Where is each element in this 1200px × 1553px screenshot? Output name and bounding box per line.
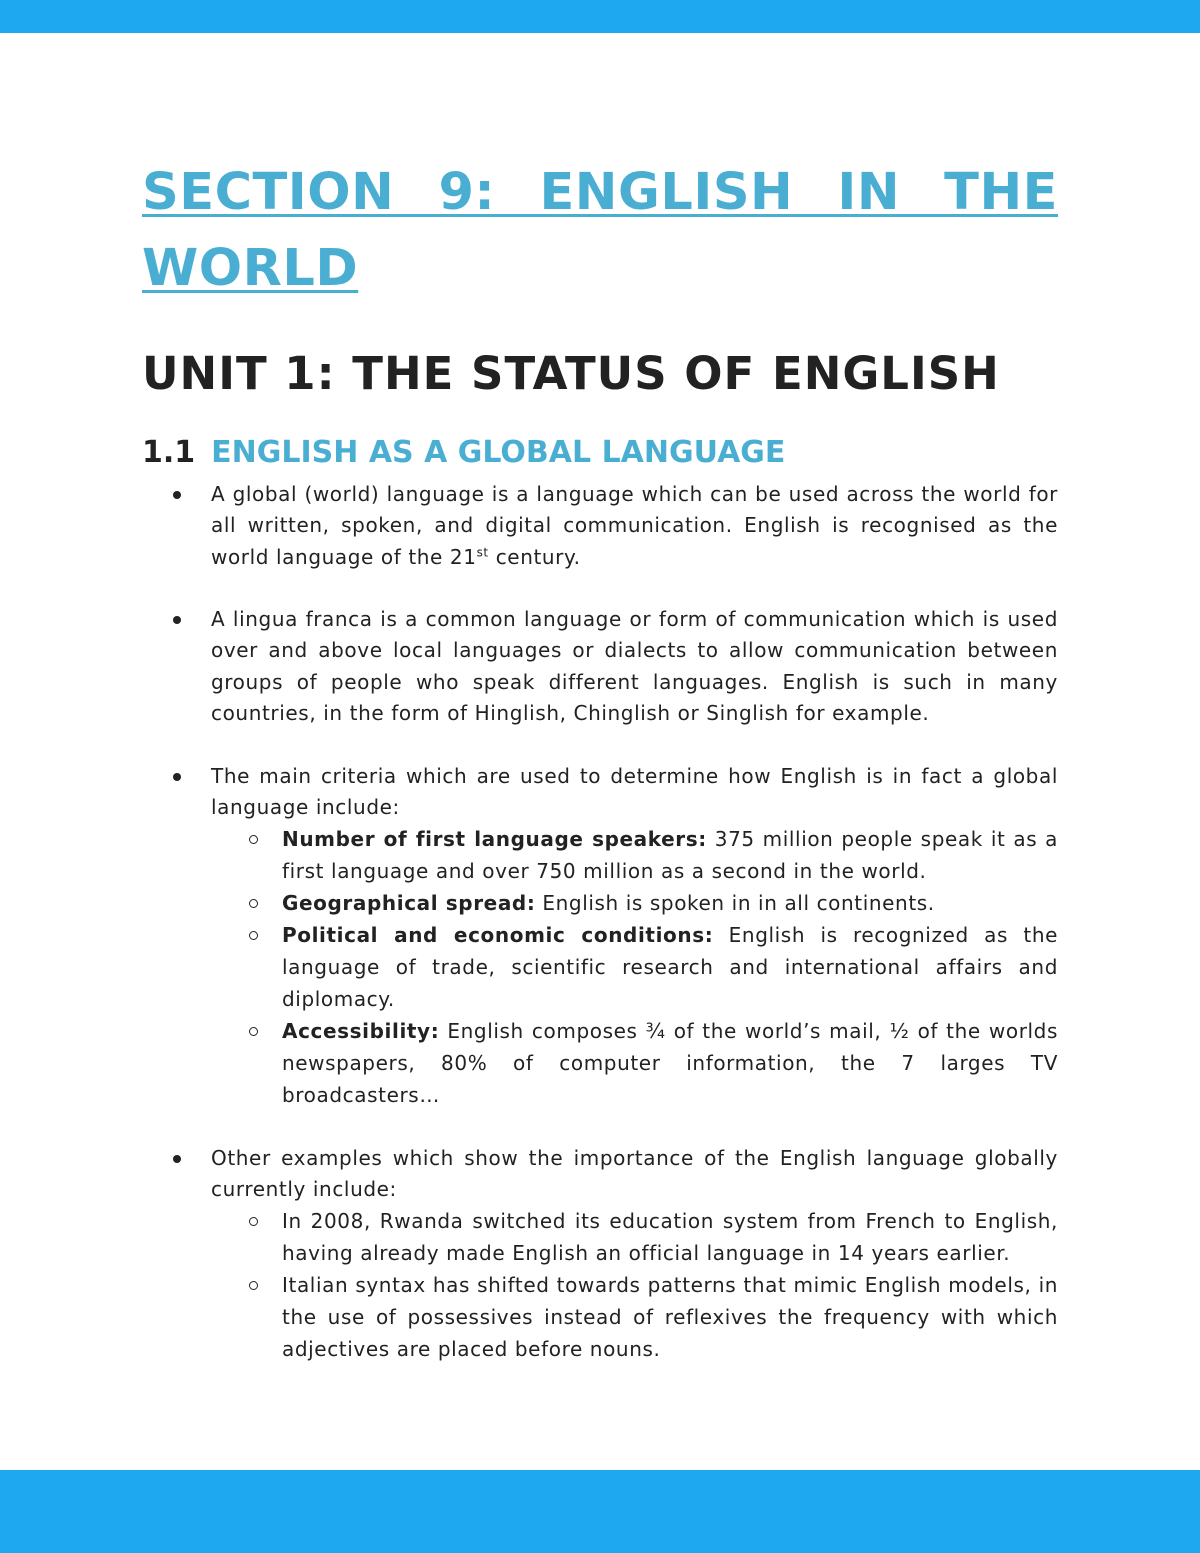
bottom-banner	[0, 1470, 1200, 1553]
criteria-term: Accessibility:	[282, 1019, 440, 1044]
circle-bullet-icon	[249, 1027, 258, 1036]
bullet-lingua-franca	[211, 604, 1058, 729]
criteria-text: English is recognized as the language of trade, scientific research and international affairs and diplomacy.	[282, 923, 1058, 1012]
document-body	[142, 155, 1058, 1365]
bullet-dot-icon	[173, 1155, 181, 1163]
list-item	[282, 919, 1058, 1015]
bullet-dot-icon	[173, 616, 181, 624]
bullet-text: A lingua franca is a common language or form of communication which is used over and above local languages or dialects to allow communication between groups of people who speak different languages. English is such in many countries, in the form of Hinglish, Chinglish or Singlish for example.	[211, 607, 1058, 726]
section-title: SECTION 9: ENGLISH IN THE WORLD	[142, 163, 1058, 298]
criteria-text: English composes ¾ of the world’s mail, ½ of the worlds newspapers, 80% of computer information, the 7 larges TV broadcasters…	[282, 1019, 1058, 1108]
circle-bullet-icon	[249, 1217, 258, 1226]
superscript: st	[476, 544, 489, 559]
list-item	[282, 887, 1058, 919]
subsection-title: ENGLISH AS A GLOBAL LANGUAGE	[211, 435, 786, 470]
list-item	[282, 1015, 1058, 1111]
bullet-list	[142, 479, 1058, 1365]
top-banner	[0, 0, 1200, 33]
bullet-other-examples	[211, 1143, 1058, 1366]
criteria-text: 375 million people speak it as a first language and over 750 million as a second in the world.	[282, 827, 1058, 884]
example-text: In 2008, Rwanda switched its education system from French to English, having already made English an official language in 14 years earlier.	[282, 1209, 1058, 1266]
criteria-term: Geographical spread:	[282, 891, 536, 916]
circle-bullet-icon	[249, 899, 258, 908]
list-item	[282, 1205, 1058, 1269]
circle-bullet-icon	[249, 1281, 258, 1290]
list-item	[282, 823, 1058, 887]
bullet-dot-icon	[173, 491, 181, 499]
examples-list	[211, 1205, 1058, 1365]
bullet-text: A global (world) language is a language which can be used across the world for all written, spoken, and digital communication. English is recognised as the world language of the 21	[211, 482, 1058, 569]
bullet-criteria	[211, 761, 1058, 1112]
criteria-term: Political and economic conditions:	[282, 923, 714, 948]
bullet-dot-icon	[173, 773, 181, 781]
bullet-text: The main criteria which are used to determine how English is in fact a global language include:	[211, 763, 1058, 819]
subsection-heading	[142, 433, 1058, 473]
criteria-term: Number of first language speakers:	[282, 827, 707, 852]
example-text: Italian syntax has shifted towards patterns that mimic English models, in the use of possessives instead of reflexives the frequency with which adjectives are placed before nouns.	[282, 1273, 1058, 1362]
subsection-number: 1.1	[142, 435, 196, 470]
unit-title: UNIT 1: THE STATUS OF ENGLISH	[142, 347, 1000, 400]
list-item	[282, 1269, 1058, 1365]
bullet-text: century.	[488, 544, 581, 569]
bullet-global-language	[211, 479, 1058, 573]
circle-bullet-icon	[249, 931, 258, 940]
bullet-text: Other examples which show the importance of the English language globally currently include:	[211, 1145, 1058, 1201]
criteria-text: English is spoken in in all continents.	[535, 891, 935, 916]
criteria-list	[211, 823, 1058, 1111]
circle-bullet-icon	[249, 835, 258, 844]
